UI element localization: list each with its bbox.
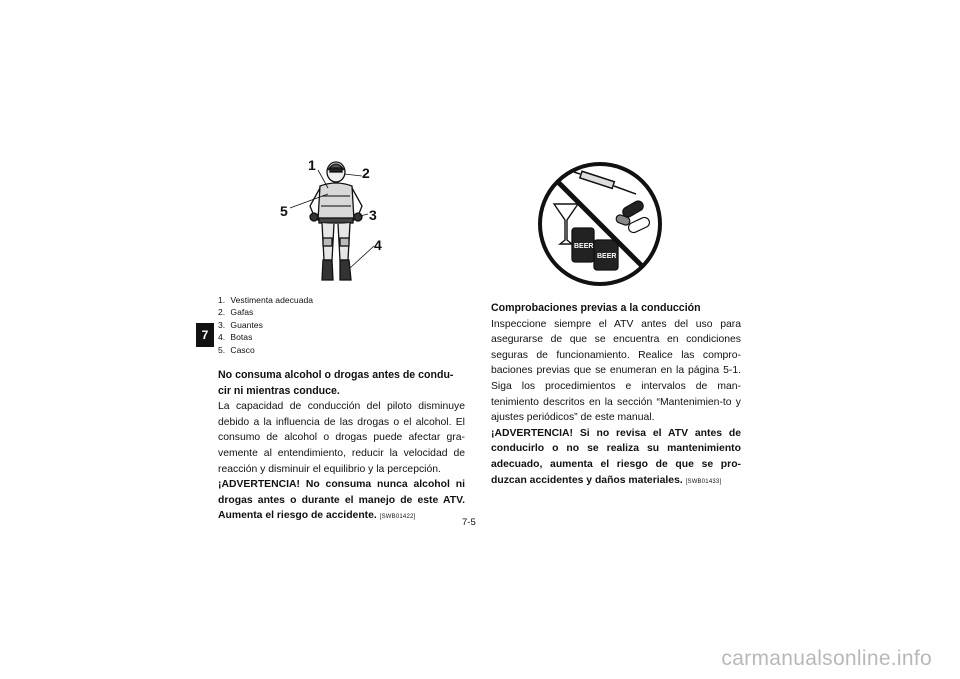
no-alcohol-drugs-illustration	[536, 160, 664, 288]
warning-text: ¡ADVERTENCIA! Si no revisa el ATV antes de conducirlo o no se realiza su mantenimiento adecuado, aumenta el riesgo de que se pro-duzcan accidentes y daños materiales.	[491, 427, 741, 486]
callout-5: 5	[280, 203, 288, 219]
legend-item	[218, 319, 313, 331]
legend-item	[218, 344, 313, 356]
legend-text: Gafas	[230, 307, 254, 318]
warning-text: ¡ADVERTENCIA! No consuma nunca alcohol ni drogas antes o durante el manejo de este ATV. Aumenta el riesgo de accidente.	[218, 479, 465, 522]
can-label-2: BEER	[597, 253, 617, 260]
callout-2: 2	[362, 165, 370, 181]
legend-number: 4.	[218, 332, 226, 343]
legend-text: Guantes	[230, 319, 263, 330]
warning-alcohol	[218, 477, 465, 526]
warning-checks	[491, 426, 741, 490]
can-label-1: BEER	[574, 243, 594, 250]
legend-number: 3.	[218, 319, 226, 330]
legend-item	[218, 331, 313, 343]
section-heading-checks: Comprobaciones previas a la conducción	[491, 302, 701, 314]
figure-legend	[218, 294, 313, 356]
chapter-tab: 7	[196, 323, 214, 347]
section-body-checks: Inspeccione siempre el ATV antes del uso para asegurarse de que se encuentra en condiciones seguras de funcionamiento. Realice las compro-baciones previas que se enumeran en la página 5-1. Siga los procedimientos e intervalos de man-tenimiento descritos en la sección “Mantenimien-to y ajustes periódicos” de este manual.	[491, 318, 741, 424]
legend-number: 2.	[218, 307, 226, 318]
section-heading-alcohol: No consuma alcohol o drogas antes de condu-cir ni mientras conduce.	[218, 369, 454, 397]
callout-4: 4	[374, 237, 382, 253]
legend-number: 5.	[218, 344, 226, 355]
prohibition-sign	[536, 160, 664, 288]
page-number: 7-5	[462, 517, 476, 528]
warning-code: [SWB01433]	[685, 478, 722, 485]
watermark: carmanualsonline.info	[721, 647, 932, 670]
legend-item	[218, 294, 313, 306]
legend-text: Casco	[230, 344, 255, 355]
legend-text: Botas	[230, 332, 253, 343]
warning-code: [SWB01422]	[379, 514, 416, 521]
legend-item	[218, 306, 313, 318]
callout-3: 3	[369, 207, 377, 223]
rider-drawing	[270, 150, 400, 290]
left-column	[218, 368, 465, 526]
rider-gear-illustration	[270, 150, 400, 290]
right-column	[491, 301, 741, 490]
legend-text: Vestimenta adecuada	[230, 295, 314, 305]
callout-1: 1	[308, 157, 316, 173]
legend-number: 1.	[218, 295, 226, 305]
section-body-alcohol: La capacidad de conducción del piloto disminuye debido a la influencia de las drogas o el alcohol. El consumo de alcohol o drogas puede afectar gra-vemente al entendimiento, reducir la velocidad de reacción y disminuir el equilibrio y la percepción.	[218, 401, 465, 475]
